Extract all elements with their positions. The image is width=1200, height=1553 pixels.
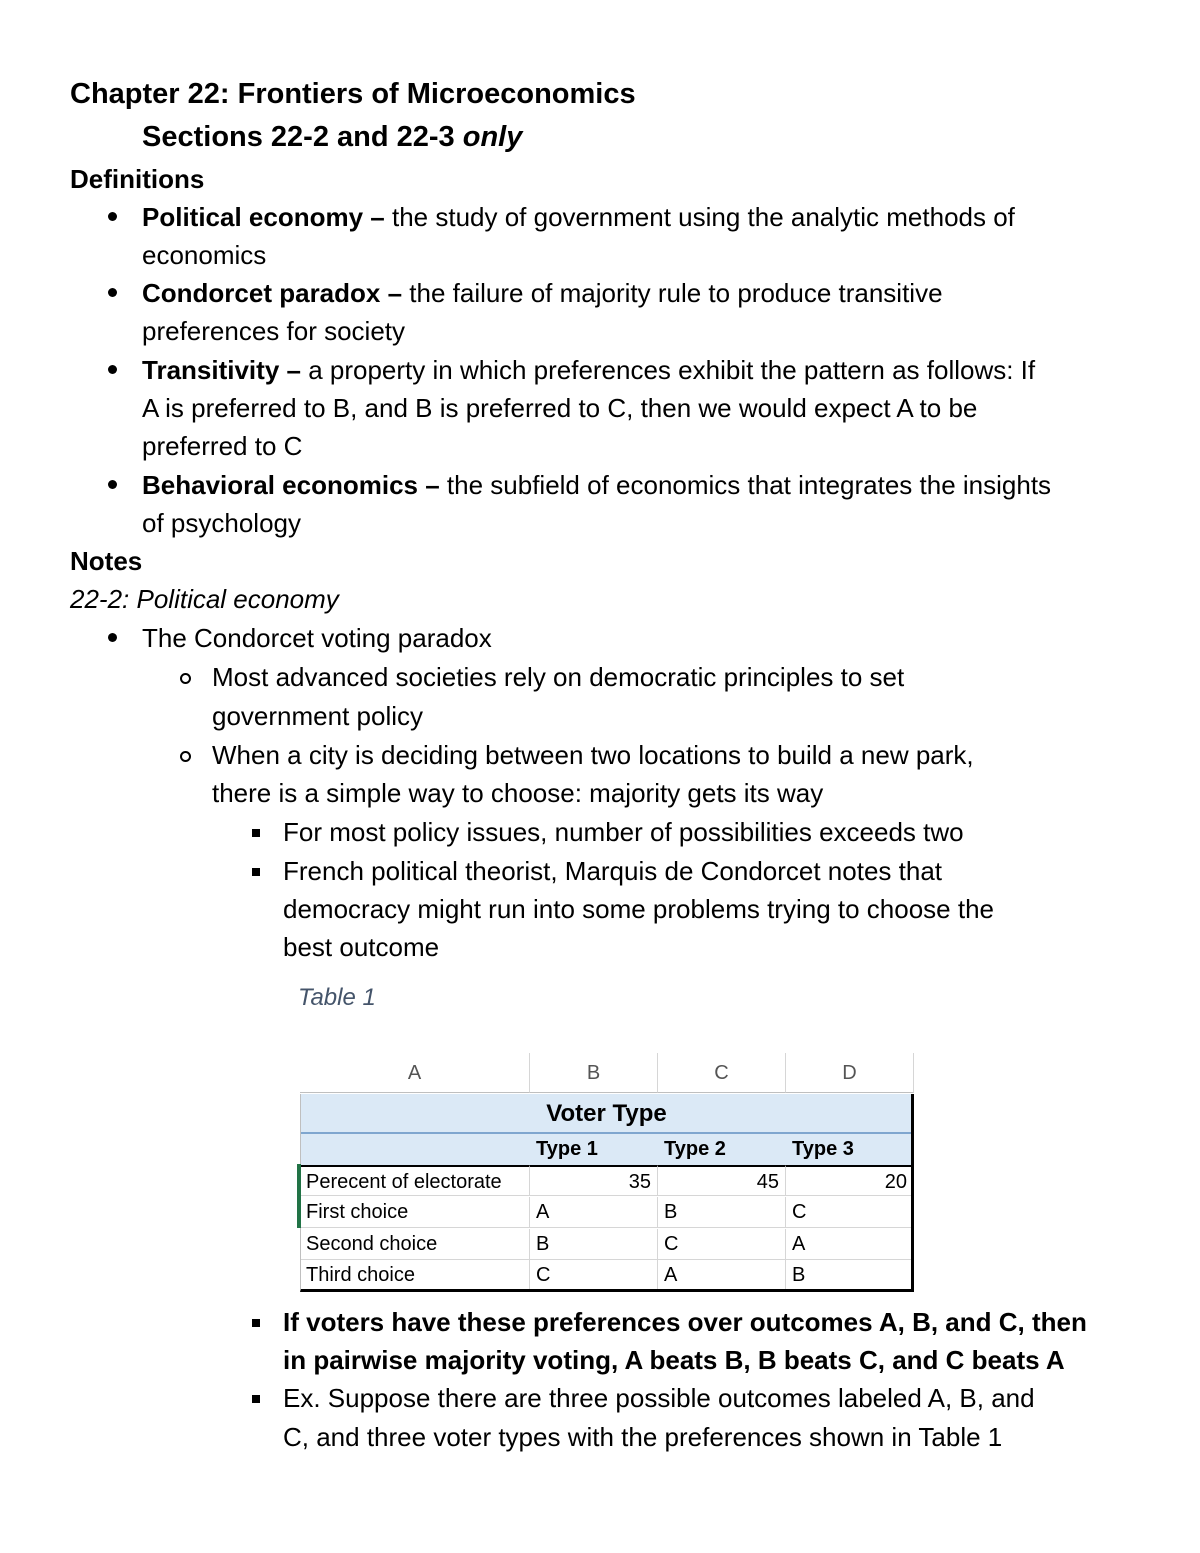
table-cell: A <box>530 1197 658 1228</box>
note-text: When a city is deciding between two locations to build a new park, <box>212 740 974 770</box>
bullet-disc <box>108 365 117 374</box>
definition-text: economics <box>142 240 267 270</box>
type-header: Type 1 <box>530 1134 658 1165</box>
table-cell: B <box>786 1260 914 1291</box>
notes-subheading: 22-2: Political economy <box>70 584 339 614</box>
sections-emphasis: only <box>462 121 523 153</box>
bullet-square <box>252 1395 260 1403</box>
bullet-disc <box>108 633 117 642</box>
definition-text: of psychology <box>142 508 301 538</box>
definition-text: A is preferred to B, and B is preferred to C, then we would expect A to be <box>142 393 978 423</box>
voter-preferences-table <box>298 1053 916 1293</box>
table-caption: Table 1 <box>298 984 376 1011</box>
note-text: there is a simple way to choose: majority gets its way <box>212 778 824 808</box>
definition-term: Political economy – <box>142 202 385 232</box>
row-label: Perecent of electorate <box>300 1165 530 1196</box>
note-text: democracy might run into some problems trying to choose the <box>283 894 995 924</box>
table-cell: B <box>658 1197 786 1228</box>
row-selection-indicator <box>297 1164 301 1228</box>
chapter-title: Chapter 22: Frontiers of Microeconomics <box>70 78 636 110</box>
column-header-b: B <box>530 1053 658 1093</box>
column-header-c: C <box>658 1053 786 1093</box>
definition-behavioral-economics <box>142 466 1051 504</box>
note-text: French political theorist, Marquis de Condorcet notes that <box>283 856 943 886</box>
note-text: Most advanced societies rely on democratic principles to set <box>212 662 905 692</box>
notes-heading: Notes <box>70 546 143 576</box>
note-text: C, and three voter types with the preferences shown in Table 1 <box>283 1422 1003 1452</box>
bullet-disc <box>108 288 117 297</box>
note-text: best outcome <box>283 932 440 962</box>
row-label: First choice <box>300 1197 530 1228</box>
definition-transitivity <box>142 351 1035 389</box>
row-label: Second choice <box>300 1229 530 1260</box>
table-cell: C <box>786 1197 914 1228</box>
definition-term: Transitivity – <box>142 355 301 385</box>
bullet-disc <box>108 480 117 489</box>
note-text: For most policy issues, number of possibilities exceeds two <box>283 817 964 847</box>
sections-text: Sections 22-2 and 22-3 <box>142 121 463 153</box>
bullet-square <box>252 829 260 837</box>
voter-type-header: Voter Type <box>300 1094 913 1134</box>
table-cell: 45 <box>658 1165 786 1196</box>
table-cell: C <box>530 1260 658 1291</box>
definition-text: the study of government using the analytic methods of <box>384 202 1015 232</box>
table-cell: C <box>658 1229 786 1260</box>
definition-text: the subfield of economics that integrates the insights <box>439 470 1052 500</box>
note-text: Ex. Suppose there are three possible outcomes labeled A, B, and <box>283 1383 1035 1413</box>
note-text: If voters have these preferences over outcomes A, B, and C, then <box>283 1307 1087 1337</box>
bullet-square <box>252 868 260 876</box>
bullet-circle <box>180 673 191 684</box>
column-header-d: D <box>786 1053 914 1093</box>
table-cell: A <box>786 1229 914 1260</box>
bullet-square <box>252 1319 260 1327</box>
table-cell: B <box>530 1229 658 1260</box>
table-cell: A <box>658 1260 786 1291</box>
definition-text: preferred to C <box>142 431 303 461</box>
definition-text: preferences for society <box>142 316 406 346</box>
type-header: Type 2 <box>658 1134 786 1165</box>
bullet-circle <box>180 751 191 762</box>
bullet-disc <box>108 212 117 221</box>
table-cell: 35 <box>530 1165 658 1196</box>
sections-line <box>142 118 522 156</box>
definition-term: Condorcet paradox – <box>142 278 403 308</box>
column-header-a: A <box>300 1053 530 1093</box>
definition-text: the failure of majority rule to produce transitive <box>402 278 943 308</box>
row-label: Third choice <box>300 1260 530 1291</box>
definition-text: a property in which preferences exhibit the pattern as follows: If <box>300 355 1036 385</box>
definition-condorcet-paradox <box>142 274 943 312</box>
note-condorcet-voting-paradox: The Condorcet voting paradox <box>142 623 492 653</box>
definition-political-economy <box>142 198 1015 236</box>
type-header: Type 3 <box>786 1134 914 1165</box>
table-cell: 20 <box>786 1165 914 1196</box>
table-cell <box>300 1134 530 1165</box>
definition-term: Behavioral economics – <box>142 470 440 500</box>
note-text: government policy <box>212 701 423 731</box>
note-text: in pairwise majority voting, A beats B, B beats C, and C beats A <box>283 1345 1065 1375</box>
definitions-heading: Definitions <box>70 164 205 194</box>
